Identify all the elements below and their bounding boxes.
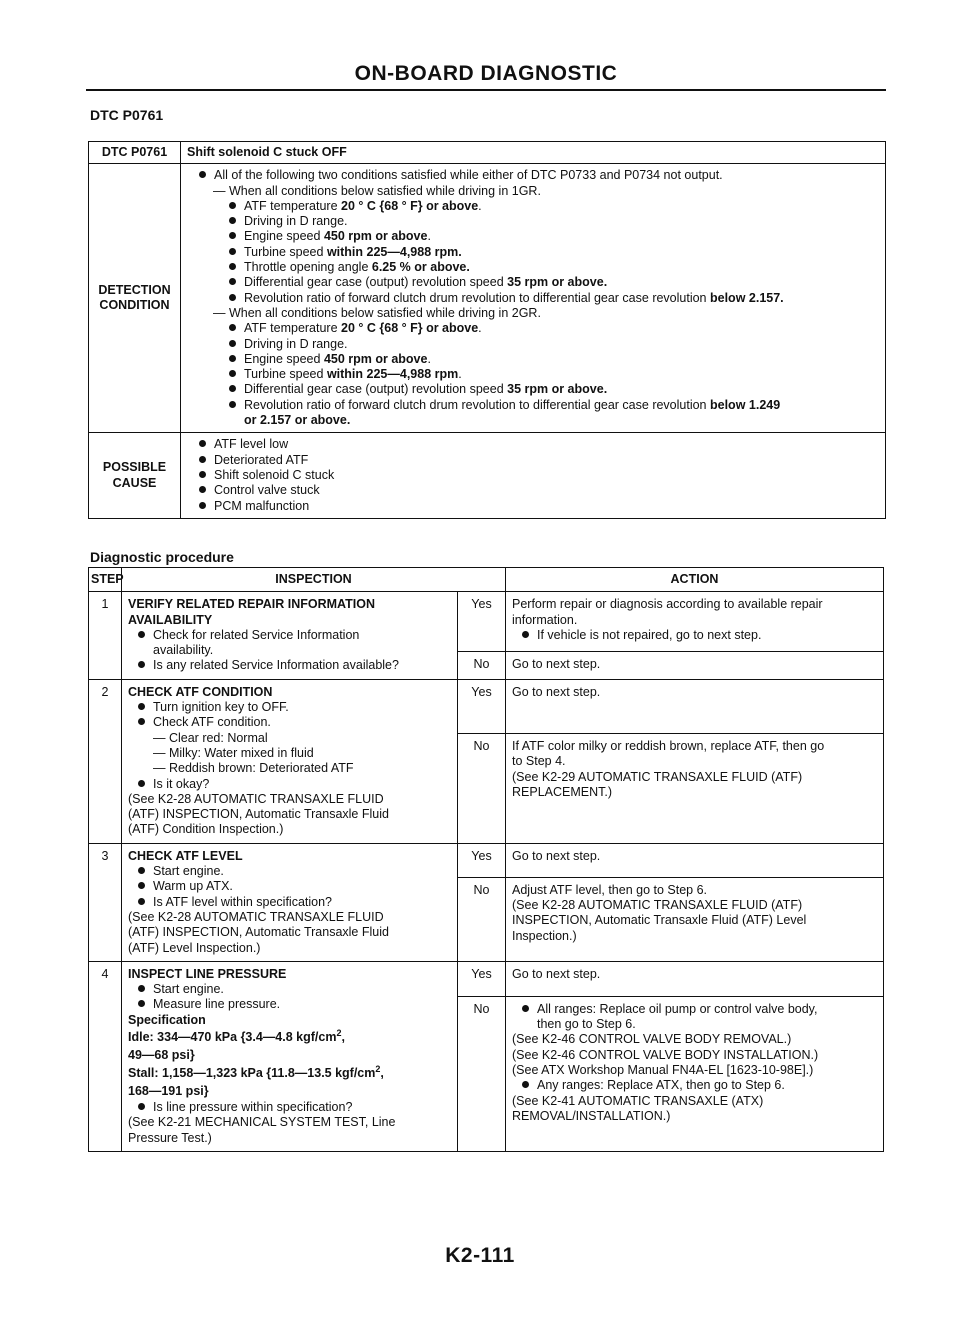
list-item: Differential gear case (output) revolution speed 35 rpm or above. bbox=[189, 275, 879, 290]
no-label: No bbox=[458, 877, 506, 961]
yes-label: Yes bbox=[458, 961, 506, 996]
step-number: 4 bbox=[89, 961, 122, 1151]
list-item: ATF temperature 20 ° C {68 ° F} or above. bbox=[189, 199, 879, 214]
bullet-icon bbox=[199, 456, 206, 463]
bullet-icon bbox=[138, 1000, 145, 1007]
action-no-cell: Adjust ATF level, then go to Step 6. (See K2-28 AUTOMATIC TRANSAXLE FLUID (ATF) INSPECTION, Automatic Transaxle Fluid (ATF) Level Inspection.) bbox=[506, 877, 884, 961]
list-item: ATF temperature 20 ° C {68 ° F} or above. bbox=[189, 321, 879, 336]
list-item: ATF level low bbox=[189, 437, 879, 452]
bullet-icon bbox=[199, 440, 206, 447]
action-yes-cell: Go to next step. bbox=[506, 679, 884, 733]
table-row bbox=[89, 679, 884, 733]
list-item: Turbine speed within 225—4,988 rpm. bbox=[189, 245, 879, 260]
diagnostic-procedure-heading: Diagnostic procedure bbox=[90, 549, 234, 565]
dtc-table bbox=[88, 141, 886, 519]
bullet-icon bbox=[229, 370, 236, 377]
bullet-icon bbox=[229, 232, 236, 239]
yes-label: Yes bbox=[458, 679, 506, 733]
list-item: Revolution ratio of forward clutch drum revolution to differential gear case revolution below 2.157. bbox=[189, 291, 879, 306]
bullet-icon bbox=[229, 324, 236, 331]
list-item: All of the following two conditions satisfied while either of DTC P0733 and P0734 not output. bbox=[189, 168, 879, 183]
bullet-icon bbox=[138, 631, 145, 638]
action-no-cell: Go to next step. bbox=[506, 651, 884, 679]
step-number: 3 bbox=[89, 843, 122, 961]
inspection-cell: VERIFY RELATED REPAIR INFORMATION AVAILABILITY Check for related Service Information availability. Is any related Service Information available? bbox=[122, 592, 458, 679]
detection-condition-label: DETECTION CONDITION bbox=[89, 164, 181, 433]
action-no-cell: If ATF color milky or reddish brown, replace ATF, then go to Step 4. (See K2-29 AUTOMATIC TRANSAXLE FLUID (ATF) REPLACEMENT.) bbox=[506, 734, 884, 844]
step-number: 1 bbox=[89, 592, 122, 679]
bullet-icon bbox=[229, 217, 236, 224]
bullet-icon bbox=[138, 882, 145, 889]
list-item: PCM malfunction bbox=[189, 499, 879, 514]
action-no-cell: All ranges: Replace oil pump or control valve body, then go to Step 6. (See K2-46 CONTROL VALVE BODY REMOVAL.) (See K2-46 CONTROL VALVE BODY INSTALLATION.) (See ATX Workshop Manual FN4A-EL [1623-10-98E].) Any ranges: Replace ATX, then go to Step 6. (See K2-41 AUTOMATIC TRANSAXLE (ATX) REMOVAL/INSTALLATION.) bbox=[506, 996, 884, 1151]
dtc-name-cell: Shift solenoid C stuck OFF bbox=[181, 142, 886, 164]
bullet-icon bbox=[229, 248, 236, 255]
list-item: Revolution ratio of forward clutch drum revolution to differential gear case revolution below 1.249 bbox=[189, 398, 879, 413]
bullet-icon bbox=[229, 263, 236, 270]
bullet-icon bbox=[199, 171, 206, 178]
bullet-icon bbox=[199, 486, 206, 493]
bullet-icon bbox=[229, 294, 236, 301]
list-item: — When all conditions below satisfied while driving in 2GR. bbox=[213, 305, 541, 320]
bullet-icon bbox=[199, 471, 206, 478]
possible-cause-row bbox=[89, 433, 886, 518]
list-item: Driving in D range. bbox=[189, 214, 879, 229]
bullet-icon bbox=[229, 202, 236, 209]
dtc-code-cell: DTC P0761 bbox=[89, 142, 181, 164]
list-item: Turbine speed within 225—4,988 rpm. bbox=[189, 367, 879, 382]
inspection-cell: INSPECT LINE PRESSURE Start engine. Measure line pressure. Specification Idle: 334—470 kPa {3.4—4.8 kgf/$cm^2$, 49—68 psi} Stall: 1,158—1,323 kPa {11.8—13.5 kgf/$cm^2$, 168—191 psi} Is line pressure within specification? (See K2-21 MECHANICAL SYSTEM TEST, Line Pressure Test.) bbox=[122, 961, 458, 1151]
diagnostic-procedure-table bbox=[88, 567, 884, 1152]
bullet-icon bbox=[138, 661, 145, 668]
procedure-header-row bbox=[89, 568, 884, 592]
bullet-icon bbox=[138, 985, 145, 992]
dtc-heading: DTC P0761 bbox=[90, 107, 164, 123]
bullet-icon bbox=[522, 1081, 529, 1088]
list-item: Shift solenoid C stuck bbox=[189, 468, 879, 483]
step-number: 2 bbox=[89, 679, 122, 843]
bullet-icon bbox=[522, 1005, 529, 1012]
inspection-column-header: INSPECTION bbox=[122, 568, 506, 592]
no-label: No bbox=[458, 996, 506, 1151]
list-item: — When all conditions below satisfied while driving in 1GR. bbox=[213, 183, 541, 198]
detection-condition-cell bbox=[181, 164, 886, 433]
bullet-icon bbox=[138, 703, 145, 710]
section-title: ON-BOARD DIAGNOSTIC bbox=[354, 62, 618, 85]
bullet-icon bbox=[138, 718, 145, 725]
inspection-cell: CHECK ATF LEVEL Start engine. Warm up ATX. Is ATF level within specification? (See K2-28 AUTOMATIC TRANSAXLE FLUID (ATF) INSPECTION, Automatic Transaxle Fluid (ATF) Level Inspection.) bbox=[122, 843, 458, 961]
list-item: Differential gear case (output) revolution speed 35 rpm or above. bbox=[189, 382, 879, 397]
list-item: Control valve stuck bbox=[189, 483, 879, 498]
action-yes-cell: Perform repair or diagnosis according to available repair information. If vehicle is not repaired, go to next step. bbox=[506, 592, 884, 651]
bullet-icon bbox=[138, 780, 145, 787]
detection-condition-row bbox=[89, 164, 886, 433]
step-column-header: STEP bbox=[89, 568, 122, 592]
bullet-icon bbox=[229, 401, 236, 408]
no-label: No bbox=[458, 734, 506, 844]
bullet-icon bbox=[199, 502, 206, 509]
possible-cause-cell bbox=[181, 433, 886, 518]
action-yes-cell: Go to next step. bbox=[506, 843, 884, 877]
header-rule bbox=[86, 89, 886, 91]
action-column-header: ACTION bbox=[506, 568, 884, 592]
inspection-cell: CHECK ATF CONDITION Turn ignition key to OFF. Check ATF condition. — Clear red: Normal — Milky: Water mixed in fluid — Reddish brown: Deteriorated ATF Is it okay? (See K2-28 AUTOMATIC TRANSAXLE FLUID (ATF) INSPECTION, Automatic Transaxle Fluid (ATF) Condition Inspection.) bbox=[122, 679, 458, 843]
yes-label: Yes bbox=[458, 592, 506, 651]
list-item: Deteriorated ATF bbox=[189, 453, 879, 468]
bullet-icon bbox=[138, 867, 145, 874]
table-row bbox=[89, 592, 884, 651]
list-item: Driving in D range. bbox=[189, 337, 879, 352]
yes-label: Yes bbox=[458, 843, 506, 877]
list-item: Throttle opening angle 6.25 % or above. bbox=[189, 260, 879, 275]
no-label: No bbox=[458, 651, 506, 679]
bullet-icon bbox=[229, 385, 236, 392]
table-row bbox=[89, 843, 884, 877]
list-item: Engine speed 450 rpm or above. bbox=[189, 229, 879, 244]
bullet-icon bbox=[229, 278, 236, 285]
bullet-icon bbox=[229, 355, 236, 362]
bullet-icon bbox=[138, 898, 145, 905]
bullet-icon bbox=[522, 631, 529, 638]
possible-cause-label: POSSIBLE CAUSE bbox=[89, 433, 181, 518]
list-item: or 2.157 or above. bbox=[244, 413, 351, 428]
action-yes-cell: Go to next step. bbox=[506, 961, 884, 996]
bullet-icon bbox=[138, 1103, 145, 1110]
list-item: Engine speed 450 rpm or above. bbox=[189, 352, 879, 367]
page-number: K2-111 bbox=[445, 1244, 515, 1267]
dtc-table-header-row bbox=[89, 142, 886, 164]
bullet-icon bbox=[229, 340, 236, 347]
table-row bbox=[89, 961, 884, 996]
